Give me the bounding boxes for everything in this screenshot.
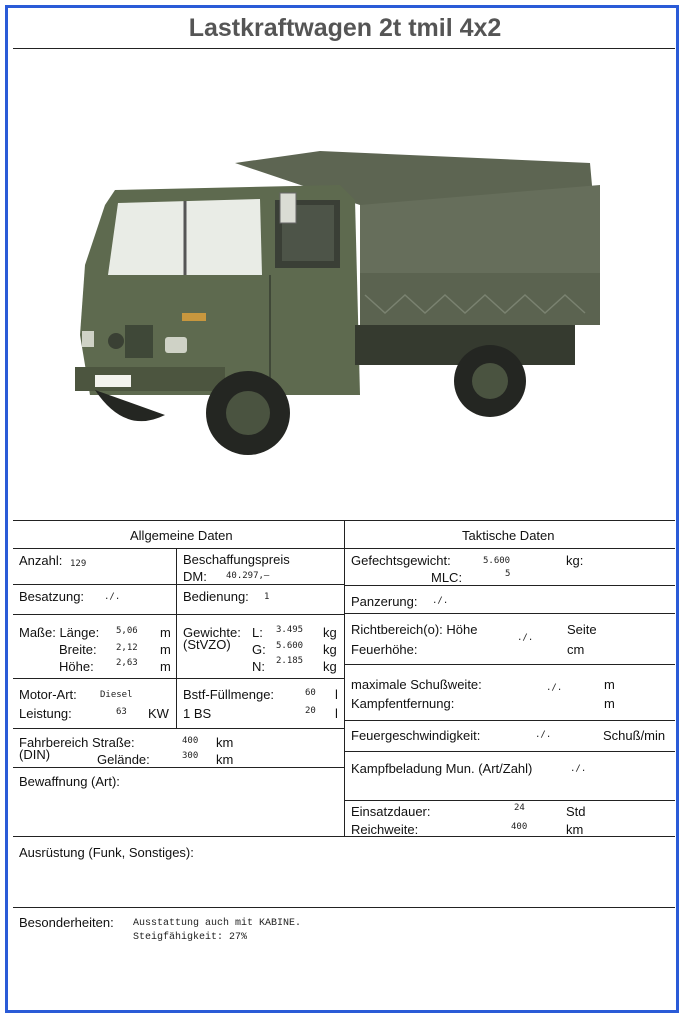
leistung-label: Leistung: — [19, 706, 72, 721]
einsatzdauer-unit: Std — [566, 804, 586, 819]
hoehe-value: 2,63 — [116, 658, 138, 668]
schussweite-unit: m — [604, 677, 615, 692]
gewichte-sub: (StVZO) — [183, 637, 231, 652]
besatzung-value: ./. — [104, 592, 121, 602]
leistung-unit: KW — [148, 706, 169, 721]
bs-unit: l — [335, 706, 338, 721]
truck-photo — [70, 145, 610, 475]
feuerhoehe-label: Feuerhöhe: — [351, 642, 418, 657]
dm-label: DM: — [183, 569, 207, 584]
panzerung-value: ./. — [432, 596, 449, 606]
anzahl-value: 129 — [70, 559, 87, 569]
bstf-value: 60 — [305, 688, 316, 698]
seite-label: Seite — [567, 622, 597, 637]
panzerung-label: Panzerung: — [351, 594, 418, 609]
feuergeschw-value: ./. — [535, 730, 552, 740]
gewicht-l-value: 3.495 — [276, 625, 304, 635]
motor-label: Motor-Art: — [19, 687, 77, 702]
gewicht-g-value: 5.600 — [276, 641, 304, 651]
laenge-unit: m — [160, 625, 171, 640]
bedienung-value: 1 — [264, 592, 270, 602]
besonderheiten-label: Besonderheiten: — [19, 915, 114, 930]
gewicht-n-value: 2.185 — [276, 656, 304, 666]
gewicht-l-label: L: — [252, 625, 263, 640]
feuerhoehe-unit: cm — [567, 642, 585, 657]
bedienung-label: Bedienung: — [183, 589, 249, 604]
gewicht-l-unit: kg — [323, 625, 337, 640]
gelaende-label: Gelände: — [97, 752, 150, 767]
einsatzdauer-label: Einsatzdauer: — [351, 804, 431, 819]
breite-value: 2,12 — [116, 643, 138, 653]
gefechtsgewicht-unit: kg: — [566, 553, 584, 568]
gewicht-n-unit: kg — [323, 659, 337, 674]
gelaende-unit: km — [216, 752, 234, 767]
gewichte-label: Gewichte: — [183, 625, 241, 640]
hoehe-unit: m — [160, 659, 171, 674]
strasse-unit: km — [216, 735, 234, 750]
right-section-header: Taktische Daten — [462, 528, 555, 543]
gewicht-n-label: N: — [252, 659, 265, 674]
gewicht-g-unit: kg — [323, 642, 337, 657]
gewicht-g-label: G: — [252, 642, 266, 657]
fahrbereich-label: Fahrbereich Straße: — [19, 735, 135, 750]
bs-value: 20 — [305, 706, 316, 716]
bstf-unit: l — [335, 687, 338, 702]
anzahl-label: Anzahl: — [19, 553, 63, 568]
kampfentfernung-label: Kampfentfernung: — [351, 696, 455, 711]
gelaende-value: 300 — [182, 751, 199, 761]
schussweite-value: ./. — [546, 683, 563, 693]
laenge-value: 5,06 — [116, 626, 138, 636]
gefechtsgewicht-label: Gefechtsgewicht: — [351, 553, 451, 568]
gefechtsgewicht-value: 5.600 — [483, 556, 511, 566]
beschaffung-label: Beschaffungspreis — [183, 552, 290, 567]
mlc-label: MLC: — [431, 570, 463, 585]
page-title: Lastkraftwagen 2t tmil 4x2 — [188, 14, 502, 42]
reichweite-label: Reichweite: — [351, 822, 419, 837]
strasse-value: 400 — [182, 736, 199, 746]
left-section-header: Allgemeine Daten — [130, 528, 233, 543]
bs-label: 1 BS — [183, 706, 212, 721]
reichweite-unit: km — [566, 822, 584, 837]
hoehe-label: Höhe: — [59, 659, 94, 674]
besatzung-label: Besatzung: — [19, 589, 85, 604]
bewaffnung-label: Bewaffnung (Art): — [19, 774, 120, 789]
besonderheiten-line2: Steigfähigkeit: 27% — [133, 932, 248, 943]
reichweite-value: 400 — [511, 822, 528, 832]
kampfbeladung-value: ./. — [570, 764, 587, 774]
mlc-value: 5 — [505, 569, 511, 579]
bstf-label: Bstf-Füllmenge: — [183, 687, 275, 702]
einsatzdauer-value: 24 — [514, 803, 525, 813]
breite-unit: m — [160, 642, 171, 657]
leistung-value: 63 — [116, 707, 127, 717]
fahrbereich-din: (DIN) — [19, 747, 51, 762]
feuergeschw-unit: Schuß/min — [603, 728, 666, 743]
title-rule — [13, 48, 675, 49]
kampfbeladung-label: Kampfbeladung Mun. (Art/Zahl) — [351, 761, 533, 776]
breite-label: Breite: — [59, 642, 97, 657]
motor-value: Diesel — [100, 690, 133, 700]
laenge-label: Maße: Länge: — [19, 625, 100, 640]
feuergeschw-label: Feuergeschwindigkeit: — [351, 728, 481, 743]
dm-value: 40.297,— — [226, 571, 270, 581]
richtbereich-label: Richtbereich(o): Höhe — [351, 622, 478, 637]
ausruestung-label: Ausrüstung (Funk, Sonstiges): — [19, 845, 194, 860]
besonderheiten-line1: Ausstattung auch mit KABINE. — [133, 918, 302, 929]
schussweite-label: maximale Schußweite: — [351, 677, 482, 692]
kampfentfernung-unit: m — [604, 696, 615, 711]
richtbereich-value: ./. — [517, 633, 534, 643]
